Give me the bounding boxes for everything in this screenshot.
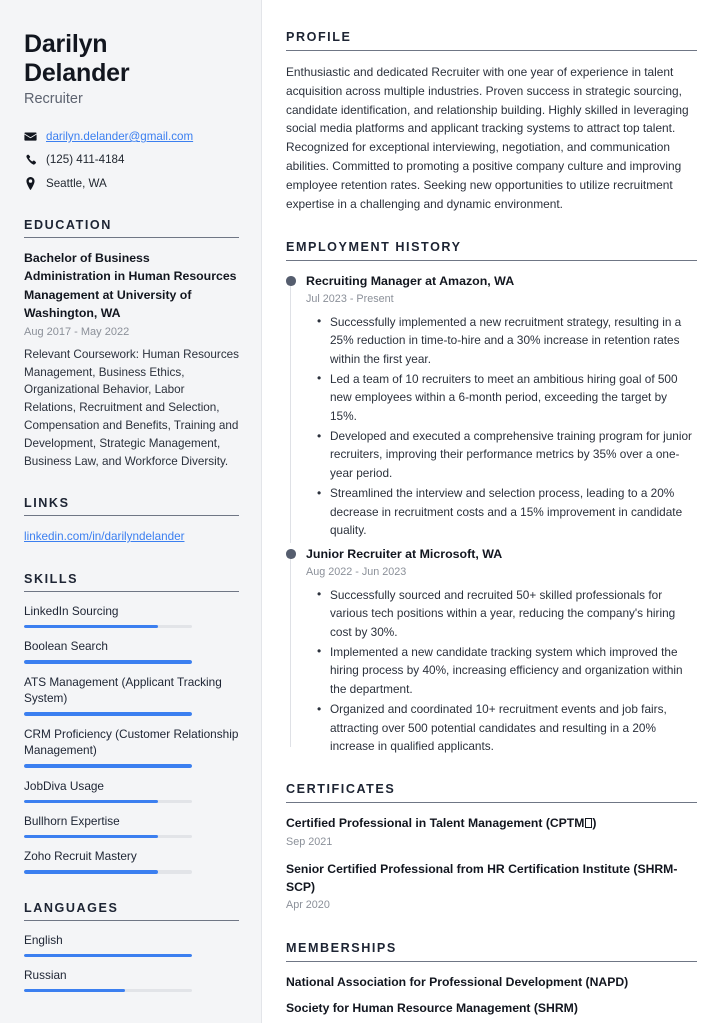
education-description: Relevant Coursework: Human Resources Management, Business Ethics, Organizational Behavior, Labor Relations, Recruitment and Selection, Compensation and Benefits, Training and Development, Strategic Management, Business Law, and Workforce Diversity.	[24, 347, 240, 468]
skill-bar-fill	[24, 660, 192, 664]
candidate-name	[24, 30, 239, 88]
first-name: Darilyn	[24, 30, 108, 58]
skill-label: Bullhorn Expertise	[24, 814, 120, 829]
sidebar	[0, 0, 262, 1023]
skill-label: Boolean Search	[24, 639, 108, 654]
envelope-icon	[24, 130, 37, 143]
timeline-dot-icon	[286, 549, 296, 559]
employment-bullet: • Led a team of 10 recruiters to meet an ambitious hiring goal of 500 new employees within a 6-month period, exceeding the target by 15%.	[330, 370, 697, 425]
skill-item	[24, 674, 239, 716]
name-block	[24, 30, 239, 107]
last-name: Delander	[24, 59, 130, 87]
certificate-date: Sep 2021	[286, 835, 333, 848]
link-linkedin[interactable]: linkedin.com/in/darilyndelander	[24, 530, 185, 544]
skill-bar-track	[24, 625, 192, 629]
language-bar-track	[24, 989, 192, 993]
skill-bar-track	[24, 870, 192, 874]
section-education	[24, 218, 239, 470]
memberships-heading: MEMBERSHIPS	[286, 941, 697, 962]
certificate-date: Apr 2020	[286, 898, 330, 911]
skill-bar-fill	[24, 870, 158, 874]
certificate-title-suffix: )	[592, 816, 597, 831]
skill-label: LinkedIn Sourcing	[24, 603, 119, 618]
education-item	[24, 249, 239, 470]
language-item	[24, 932, 239, 957]
skill-item	[24, 603, 239, 628]
map-pin-icon	[24, 177, 37, 190]
skill-bar-track	[24, 835, 192, 839]
language-label: Russian	[24, 968, 67, 983]
employment-heading: EMPLOYMENT HISTORY	[286, 240, 697, 261]
certificates-heading: CERTIFICATES	[286, 782, 697, 803]
email-link[interactable]: darilyn.delander@gmail.com	[46, 130, 194, 143]
certificate-item	[286, 861, 697, 913]
education-date: Aug 2017 - May 2022	[24, 325, 130, 338]
phone-value: (125) 411-4184	[46, 153, 125, 167]
skills-heading: SKILLS	[24, 572, 239, 592]
main-column	[262, 0, 724, 1023]
employment-bullet: • Successfully sourced and recruited 50+ skilled professionals for various tech positions within a year, reducing the company's hiring cost by 30%.	[330, 586, 697, 641]
skill-bar-fill	[24, 835, 158, 839]
employment-entry	[286, 273, 697, 539]
links-heading: LINKS	[24, 496, 239, 516]
phone-icon	[24, 154, 37, 166]
contact-item-location	[24, 175, 239, 192]
section-skills	[24, 572, 239, 874]
employment-bullet: • Implemented a new candidate tracking system which improved the hiring process by 40%, increasing efficiency and organization within the department.	[330, 643, 697, 698]
skill-label: JobDiva Usage	[24, 778, 104, 793]
employment-role: Junior Recruiter at Microsoft, WA	[306, 547, 503, 562]
skill-bar-track	[24, 800, 192, 804]
skill-bar-fill	[24, 712, 192, 716]
profile-text: Enthusiastic and dedicated Recruiter with one year of experience in talent acquisition across multiple industries. Proven success in strategic sourcing, candidate identification, and relationship building. Highly skilled in leveraging social media platforms and applicant tracking systems to attract top talent. Recognized for exceptional interviewing, negotiation, and communication abilities. Committed to promoting a positive company culture and improving employee retention rates. Seeking new opportunities to utilize recruitment expertise in a challenging and dynamic environment.	[286, 65, 689, 211]
section-languages	[24, 901, 239, 993]
employment-timeline	[286, 273, 697, 755]
employment-bullet: • Streamlined the interview and selection process, leading to a 20% decrease in recruitment costs and a 15% improvement in candidate quality.	[330, 484, 697, 539]
education-heading: EDUCATION	[24, 218, 239, 238]
employment-role: Recruiting Manager at Amazon, WA	[306, 274, 515, 289]
skill-bar-track	[24, 712, 192, 716]
employment-bullet: • Successfully implemented a new recruitment strategy, resulting in a 25% reduction in time-to-hire and a 30% increase in retention rates within the first year.	[330, 313, 697, 368]
language-bar-fill	[24, 989, 125, 993]
employment-date: Aug 2022 - Jun 2023	[306, 566, 407, 579]
skill-bar-track	[24, 764, 192, 768]
skill-label: ATS Management (Applicant Tracking System)	[24, 674, 222, 706]
employment-bullet: • Developed and executed a comprehensive training program for junior recruiters, improving their performance metrics by 35% over a one-year period.	[330, 427, 697, 482]
skill-item	[24, 813, 239, 838]
language-bar-track	[24, 954, 192, 958]
certificate-title-text: Certified Professional in Talent Management (CPTM	[286, 816, 585, 831]
section-memberships	[286, 941, 697, 1018]
links-list	[24, 527, 239, 546]
skill-item	[24, 848, 239, 873]
skill-bar-track	[24, 660, 192, 664]
education-title: Bachelor of Business Administration in Human Resources Management at University of Washington, WA	[24, 251, 237, 320]
profile-heading: PROFILE	[286, 30, 697, 51]
employment-bullets	[306, 313, 697, 540]
location-value: Seattle, WA	[46, 176, 107, 190]
employment-bullet: • Organized and coordinated 10+ recruitment events and job fairs, attracting over 500 potential candidates and resulting in a 20% increase in qualified applicants.	[330, 700, 697, 755]
certificate-title	[286, 815, 697, 832]
employment-date: Jul 2023 - Present	[306, 293, 394, 306]
skill-bar-fill	[24, 625, 158, 629]
skill-item	[24, 778, 239, 803]
missing-glyph-icon	[585, 818, 592, 828]
skill-bar-fill	[24, 800, 158, 804]
skill-item	[24, 638, 239, 663]
timeline-dot-icon	[286, 276, 296, 286]
contact-list	[24, 128, 239, 192]
skill-item	[24, 726, 239, 768]
membership-item: Society for Human Resource Management (SHRM)	[286, 1000, 578, 1015]
employment-entry	[286, 546, 697, 755]
candidate-job-title: Recruiter	[24, 91, 83, 107]
skill-bar-fill	[24, 764, 192, 768]
language-item	[24, 967, 239, 992]
certificate-item	[286, 815, 697, 850]
languages-heading: LANGUAGES	[24, 901, 239, 921]
section-links	[24, 496, 239, 546]
language-label: English	[24, 932, 63, 947]
skill-label: Zoho Recruit Mastery	[24, 849, 137, 864]
membership-item: National Association for Professional Development (NAPD)	[286, 974, 629, 989]
section-certificates	[286, 782, 697, 913]
language-bar-fill	[24, 954, 192, 958]
section-profile	[286, 30, 697, 213]
certificate-title: Senior Certified Professional from HR Certification Institute (SHRM-SCP)	[286, 862, 678, 894]
contact-item-phone	[24, 151, 239, 168]
employment-bullets	[306, 586, 697, 756]
skill-label: CRM Proficiency (Customer Relationship Management)	[24, 726, 239, 758]
contact-item-email	[24, 128, 239, 145]
section-employment	[286, 240, 697, 755]
